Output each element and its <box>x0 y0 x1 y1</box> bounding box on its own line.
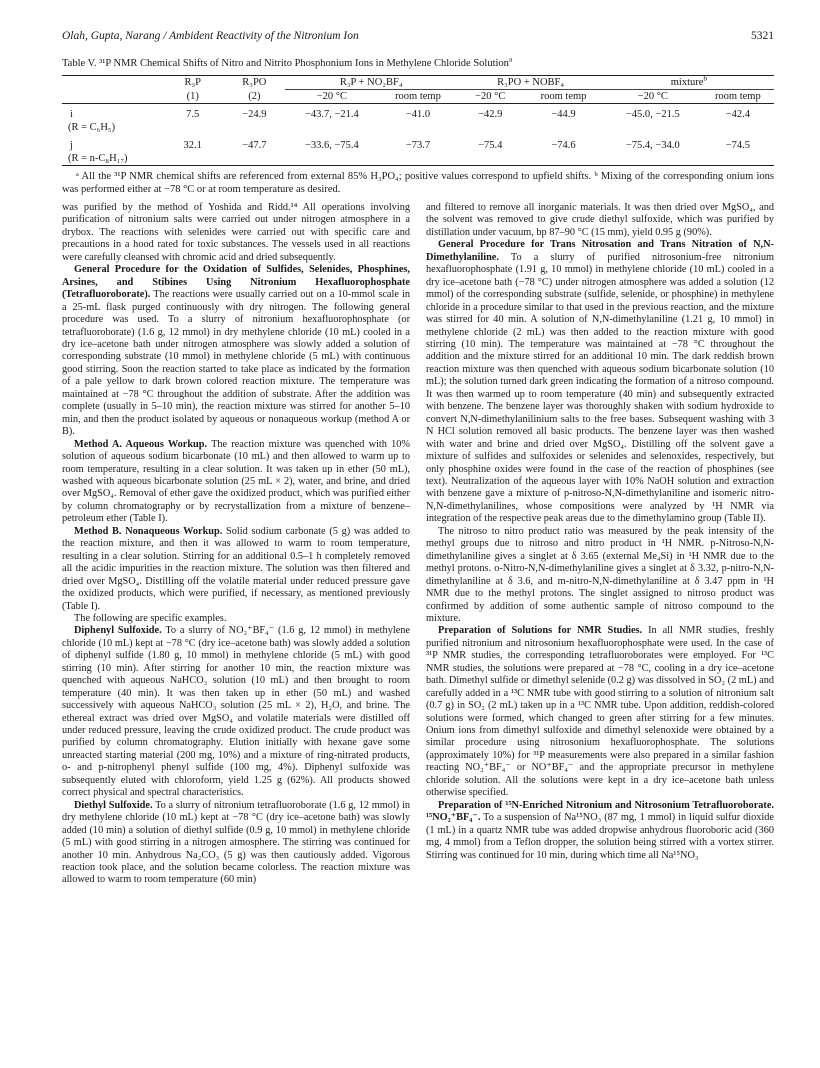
paragraph-text: To a suspension of Na¹⁵NO₃ (87 mg, 1 mmol) in liquid sulfur dioxide (1 mL) in a quartz NMR tube was added dropwise anhydrous fluoroboric acid (360 mg, 4 mmol) from a Teflon dropper, the solution being stirred with a vortex stirrer. Stirring was continued for 10 min, during which time all Na¹⁵NO₃ <box>426 812 774 861</box>
paragraph-text: Solid sodium carbonate (5 g) was added to the reaction mixture, and then it was allowed to warm to room temperature, resulting in a clear solution. Stirring for an additional 0.5–1 h completely removed all the acidic impurities in the reaction mixture. The solution was then filtered and dried over MgSO₄. Distilling off the volatile material under reduced pressure gave the oxidized products, which were purified, if necessary, as mentioned previously (Table I). <box>62 525 410 612</box>
paragraph-text: To a slurry of purified nitrosonium-free nitronium hexafluorophosphate (1.91 g, 10 mmol) in methylene chloride (10 mL) cooled in a dry ice–acetone bath (−78 °C) under nitrogen atmosphere was added a solution (12 mmol) of the corresponding substrate (sulfide, selenide, or phosphine) in methylene chloride in a procedure similar to that used in the previous reaction, and the mixture was stirred for 40 min. A solution of N,N-dimethylaniline (1.21 g, 10 mmol) in methylene chloride (2 mL) was then added to the reaction mixture with good stirring (10 min). The temperature was maintained at −78 °C throughout the addition and the mixture stirred for an additional 10 min. The dark reddish brown reaction mixture was then quenched with aqueous sodium bicarbonate solution (10 mL); the solution turned dark green indicating the formation of a nitroso compound. It was then warmed up to room temperature (40 min) and subsequently extracted with benzene. The benzene layer was thoroughly shaken with sodium hydroxide to convert N,N-dimethylanilinium salts to the free bases. Subsequent washing with 3 N HCl solution removed all basic products. The benzene layer was then washed with water and brine and dried over MgSO₄. Distilling off the solvent gave a mixture of sulfides and sulfoxides or selenides and selenoxides, respectively, but only phosphine oxides were found in the case of the reaction of phosphines (see text). Neutralization of the aqueous layer with 10% NaOH solution and extraction with benzene gave a mixture of p-nitroso-N,N-dimethylaniline and isomeric nitro-N,N-dimethylanilines, whose compositions were analyzed by ¹H NMR via integration of the respective peak areas due to the dimethylamino group (Table II). <box>426 251 774 525</box>
cell-g3-room: −74.5 <box>725 140 750 151</box>
paragraph-text: The nitroso to nitro product ratio was measured by the peak intensity of the methyl groups due to nitroso and nitro product in ¹H NMR. p-Nitroso-N,N-dimethylaniline gives a singlet at δ 3.65 (external Me₄Si) in ¹H NMR due to the methyl protons. o-Nitro-N,N-dimethylaniline gives a singlet at δ 3.32, p-nitro-N,N-dimethylaniline at δ 3.6, and m-nitro-N,N-dimethylaniline at δ 3.47 ppm in ¹H NMR due to the methyl protons. The singlet assigned to nitroso product was confirmed by addition of some authentic sample of nitroso compound to the mixture. <box>426 525 774 624</box>
subcol-room: room temp <box>523 90 604 104</box>
col-group-nitrosation: R₃PO + NOBF₄ <box>457 76 604 90</box>
table-footnote-mark-a: a <box>508 55 513 64</box>
paragraph-text: The reactions were usually carried out on a 10-mmol scale in a 25-mL flask purged continuously with dry nitrogen. The following general procedure was used. To a slurry of nitronium hexafluorophosphate (or tetrafluoroborate) (1.6 g, 12 mmol) in dry methylene chloride (10 mL) cooled in a dry ice–acetone bath under nitrogen atmosphere was slowly added a solution of corresponding substrate (10 mmol) in methylene chloride (5 mL) with continuous good stirring. Soon the reaction started to take place as indicated by the formation of a pale yellow to dark brown colored reaction mixture. The temperature was maintained at −78 °C throughout the addition of substrate. After the addition was complete (usually in 5–10 min), the reaction mixture was stirred for another 5–10 min, and then the product isolated by aqueous or nonaqueous workup (method A or B). <box>62 289 410 438</box>
paragraph-heading: Preparation of Solutions for NMR Studies. <box>438 625 643 637</box>
col-group-mixture: mixture$^b$ <box>604 76 774 90</box>
paragraph-text: was purified by the method of Yoshida and Ridd.¹⁴ All operations involving purification of nitronium salts were carried out under nitrogen atmosphere in a drybox. The reactions with selenides were carried out with specific care and precautions in a hood rated for toxic substances. The vessels used in all reactions were carefully cleansed with chromic acid and dried subsequently. <box>62 202 410 263</box>
paragraph <box>426 526 774 626</box>
paragraph-heading: General Procedure for Trans Nitrosation and Trans Nitration of N,N-Dimethylaniline. <box>426 239 774 263</box>
cell-g2-cold: −75.4 <box>478 140 503 151</box>
right-column <box>426 202 774 887</box>
subcol-cold: −20 °C <box>457 90 523 104</box>
paragraph <box>62 625 410 799</box>
paragraph-text: The reaction mixture was quenched with 10% solution of aqueous sodium bicarbonate (10 mL) and then allowed to warm up to room temperature, resulting in a clear solution. It was taken up in ether (50 mL), washed with aqueous bicarbonate solution (25 mL × 2), water, and brine, and dried over MgSO₄. Removal of ether gave the oxidized product, which was purified either by column chromatography or by recrystallization from a mixture of benzene–petroleum ether (Table I). <box>62 438 410 525</box>
paragraph <box>62 202 410 264</box>
paragraph <box>62 264 410 438</box>
row-substituent: (R = C₆H₅) <box>68 122 116 133</box>
paragraph-text: The following are specific examples. <box>74 612 227 624</box>
row-label: j <box>70 140 73 151</box>
running-head <box>62 30 774 48</box>
paragraph <box>62 526 410 613</box>
subcol-room: room temp <box>702 90 774 104</box>
table-row-substituent <box>62 152 774 166</box>
table-footnote: ᵃ All the ³¹P NMR chemical shifts are referenced from external 85% H₃PO₄; positive values correspond to upfield shifts. ᵇ Mixing of the corresponding onium ions was performed either at −78 °C or at room temperature as desired. <box>62 171 774 195</box>
paragraph <box>426 625 774 799</box>
paragraph-text: and filtered to remove all inorganic materials. It was then dried over MgSO₄, and the solvent was removed to give crude diethyl sulfoxide, which was purified by distillation under vacuum, bp 87–90 °C (15 mm), yield 0.95 g (90%). <box>426 202 774 238</box>
paragraph <box>62 800 410 887</box>
table-title <box>62 55 774 69</box>
table-footnote-mark-b: b <box>703 73 708 83</box>
journal-page <box>62 30 774 887</box>
row-label: i <box>70 109 73 120</box>
subcol-cold: −20 °C <box>285 90 379 104</box>
table-row <box>62 104 774 122</box>
subcol-cold: −20 °C <box>604 90 702 104</box>
paragraph-heading: General Procedure for the Oxidation of Sulfides, Selenides, Phosphines, Arsines, and Stibines Using Nitronium Hexafluorophosphate (Tetrafluoroborate). <box>62 264 410 301</box>
paragraph-heading: Method B. Nonaqueous Workup. <box>74 525 223 537</box>
paragraph <box>426 239 774 525</box>
paragraph <box>426 202 774 239</box>
table-row <box>62 134 774 152</box>
running-title: Olah, Gupta, Narang / Ambident Reactivity of the Nitronium Ion <box>62 30 359 42</box>
col-r3po: R₃PO <box>242 77 267 88</box>
paragraph-heading: Diethyl Sulfoxide. <box>74 799 153 811</box>
paragraph-text: In all NMR studies, freshly purified nitronium and nitrosonium hexafluorophosphate were used. In the case of ³¹P NMR studies, the corresponding tetrafluoroborates were employed. For ¹³C NMR studies, the solutions were prepared at −78 °C, cooling in a dry ice–acetone bath. Dimethyl sulfide or dimethyl selenide (0.2 g) was dissolved in SO₂ (2 mL) and carefully added in a ¹³C NMR tube with good stirring to a solution of nitronium salt (0.7 g) in SO₂ (2 mL) taken up in a ¹³C NMR tube. Upon addition, reddish-colored solutions were formed, which changed to green after stirring for a few minutes. Onium ions from dimethyl sulfoxide and dimethyl selenoxide were obtained by a similar procedure using nitrosonium hexafluorophosphate. The solutions (approximately 10%) for ³¹P measurements were also prepared in a similar fashion reacting NO₂⁺BF₄⁻ or NO⁺BF₄⁻ and the appropriate precursor in methylene chloride solution. All the solutions were kept in a dry ice–acetone bath unless otherwise specified. <box>426 625 774 799</box>
cell-g1-room: −41.0 <box>405 109 431 120</box>
paragraph <box>62 613 410 625</box>
col-group-nitration: R₃P + NO₂BF₄ <box>285 76 457 90</box>
row-substituent: (R = n-C₈H₁₇) <box>62 152 774 166</box>
col-r3p-num: (1) <box>162 90 224 104</box>
paragraph-heading: Method A. Aqueous Workup. <box>74 438 208 450</box>
col-r3p: R₃P <box>184 77 201 88</box>
page-number: 5321 <box>751 30 774 42</box>
cell-g1-room: −73.7 <box>405 140 431 151</box>
left-column <box>62 202 410 887</box>
body-columns <box>62 202 774 887</box>
table-row-substituent <box>62 121 774 134</box>
table-caption: Table V. ³¹P NMR Chemical Shifts of Nitro and Nitrito Phosphonium Ions in Methylene Chloride Solution <box>62 58 509 69</box>
cell-g3-room: −42.4 <box>725 109 750 120</box>
col-r3po-num: (2) <box>224 90 286 104</box>
cell-g2-room: −74.6 <box>551 140 576 151</box>
cell-g3-cold: −45.0, −21.5 <box>625 109 680 120</box>
cell-g3-cold: −75.4, −34.0 <box>625 140 680 151</box>
subcol-room: room temp <box>379 90 458 104</box>
cell-r3po: −47.7 <box>242 140 267 151</box>
paragraph <box>62 439 410 526</box>
cell-g2-cold: −42.9 <box>478 109 503 120</box>
cell-g2-room: −44.9 <box>551 109 576 120</box>
cell-r3p: 7.5 <box>186 109 200 120</box>
cell-r3po: −24.9 <box>242 109 267 120</box>
paragraph-text: To a slurry of NO₂⁺BF₄⁻ (1.6 g, 12 mmol) in methylene chloride (10 mL) kept at −78 °C (dry ice–acetone bath) was slowly added a solution of diphenyl sulfide (1.80 g, 10 mmol) in methylene chloride (5 mL) with good stirring (10 min). After stirring for another 10 min, the reaction mixture was quenched with aqueous NaHCO₃ solution (10 mL) and then brought to room temperature (40 min). It was then taken up in ether (50 mL) and washed successively with aqueous NaHCO₃ solution (25 mL × 2), H₂O, and brine. The ethereal extract was dried over MgSO₄ and volatile materials were distilled off under reduced pressure, leaving the crude oxidized product. The crude product was purified by column chromatography. Elution initially with hexane gave some unreacted starting material (200 mg, 10%) and a mixture of ring-nitrated products, o- and p-nitrophenyl phenyl sulfide (100 mg, 4%). Diphenyl sulfoxide was subsequently eluted with chloroform, yield 1.25 g (62%). All products showed correct physical and spectral characteristics. <box>62 625 410 799</box>
cell-r3p: 32.1 <box>183 140 202 151</box>
cell-g1-cold: −33.6, −75.4 <box>304 140 359 151</box>
nmr-table <box>62 75 774 166</box>
cell-g1-cold: −43.7, −21.4 <box>304 109 359 120</box>
paragraph <box>426 800 774 862</box>
paragraph-text: To a slurry of nitronium tetrafluoroborate (1.6 g, 12 mmol) in dry methylene chloride (10 mL) kept at −78 °C (dry ice–acetone bath) was slowly added (10 min) a solution of diethyl sulfide (0.9 g, 10 mmol) in methylene chloride (5 mL) with good stirring in a nitrogen atmosphere. The stirring was continued for another 10 min. Anhydrous Na₂CO₃ (5 g) was then cautiously added. Vigorous reaction took place, and the solution became colorless. The reaction mixture was allowed to warm to room temperature (60 min) <box>62 799 410 886</box>
paragraph-heading: Preparation of ¹⁵N-Enriched Nitronium and Nitrosonium Tetrafluoroborate. ¹⁵NO₂⁺BF₄⁻. <box>426 799 774 824</box>
paragraph-heading: Diphenyl Sulfoxide. <box>74 625 162 637</box>
